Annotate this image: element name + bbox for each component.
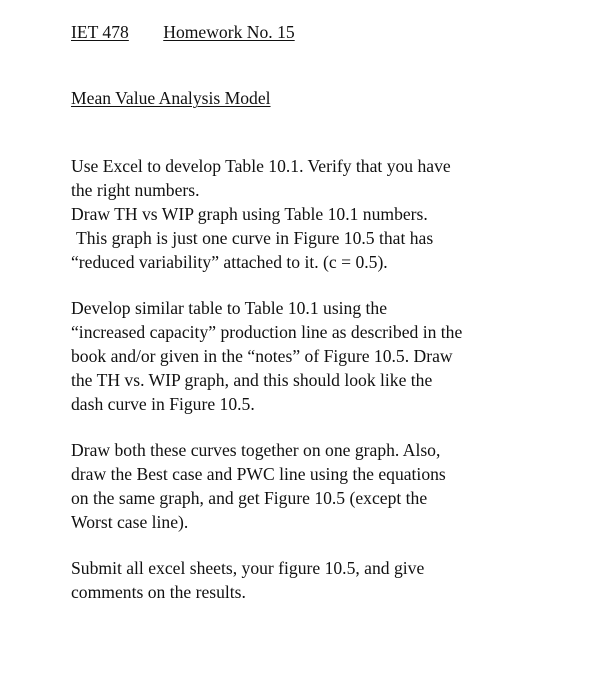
paragraph-line: Worst case line). — [71, 512, 189, 532]
paragraph-line: book and/or given in the “notes” of Figure 10.5. Draw — [71, 346, 453, 366]
course-code: IET 478 — [71, 22, 129, 42]
paragraph-line: Draw both these curves together on one graph. Also, — [71, 440, 441, 460]
paragraph-line: Draw TH vs WIP graph using Table 10.1 numbers. — [71, 204, 428, 224]
paragraph-line: the TH vs. WIP graph, and this should look like the — [71, 370, 433, 390]
paragraph-4 — [71, 556, 541, 604]
paragraph-line: draw the Best case and PWC line using the equations — [71, 464, 446, 484]
paragraph-line: comments on the results. — [71, 582, 246, 602]
paragraph-line: dash curve in Figure 10.5. — [71, 394, 255, 414]
paragraph-line: Use Excel to develop Table 10.1. Verify that you have — [71, 156, 451, 176]
paragraph-3 — [71, 438, 541, 534]
paragraph-line: Submit all excel sheets, your figure 10.5, and give — [71, 558, 425, 578]
paragraph-1 — [71, 154, 541, 274]
document-header — [71, 20, 571, 46]
paragraph-line: This graph is just one curve in Figure 10.5 that has — [76, 228, 434, 248]
homework-document — [71, 20, 571, 602]
paragraph-line: on the same graph, and get Figure 10.5 (except the — [71, 488, 428, 508]
paragraph-line: “reduced variability” attached to it. (c = 0.5). — [71, 252, 388, 272]
paragraph-2 — [71, 296, 541, 416]
paragraph-line: the right numbers. — [71, 180, 200, 200]
homework-title: Homework No. 15 — [163, 22, 295, 42]
paragraph-line: Develop similar table to Table 10.1 using the — [71, 298, 388, 318]
section-subtitle: Mean Value Analysis Model — [71, 88, 271, 108]
paragraph-line: “increased capacity” production line as described in the — [71, 322, 463, 342]
